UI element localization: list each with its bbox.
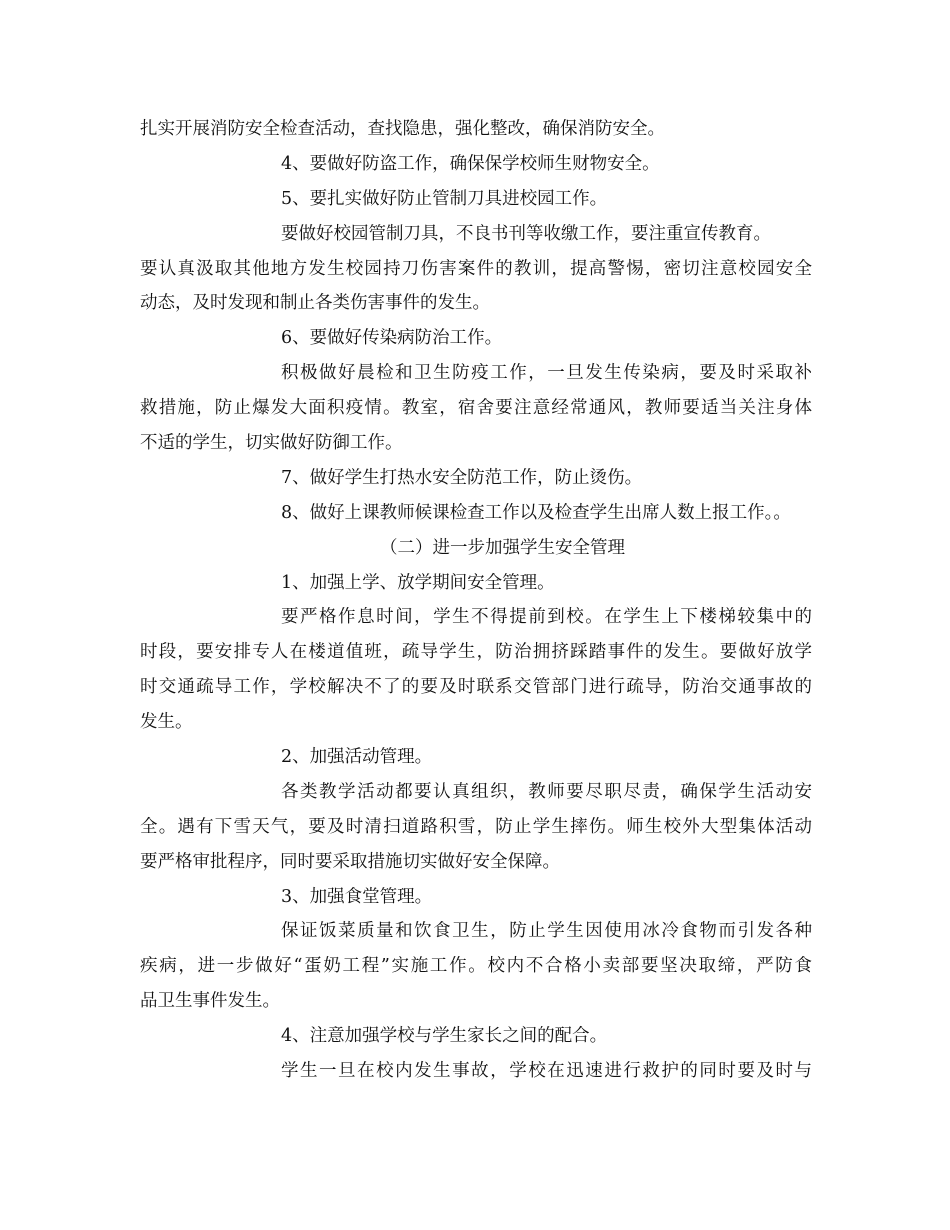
text-line: 不适的学生，切实做好防御工作。 xyxy=(140,433,403,454)
text-line: 全。遇有下雪天气，要及时清扫道路积雪，防止学生摔伤。师生校外大型集体活动 xyxy=(140,816,812,837)
text-line: 疾病，进一步做好“蛋奶工程”实施工作。校内不合格小卖部要坚决取缔，严防食 xyxy=(140,956,812,977)
paragraph-start: 要做好校园管制刀具，不良书刊等收缴工作，要注重宣传教育。 xyxy=(281,223,771,244)
list-item-8: 8、做好上课教师候课检查工作以及检查学生出席人数上报工作。。 xyxy=(281,502,791,523)
text-line: 要严格审批程序，同时要采取措施切实做好安全保障。 xyxy=(140,851,560,872)
list-item-3: 3、加强食堂管理。 xyxy=(281,886,433,907)
section-heading: （二）进一步加强学生安全管理 xyxy=(380,537,625,558)
text-line: 时段，要安排专人在楼道值班，疏导学生，防治拥挤踩踏事件的发生。要做好放学 xyxy=(140,642,812,663)
paragraph-start: 积极做好晨检和卫生防疫工作，一旦发生传染病，要及时采取补 xyxy=(281,363,812,384)
list-item-7: 7、做好学生打热水安全防范工作，防止烫伤。 xyxy=(281,467,643,488)
text-line: 救措施，防止爆发大面积疫情。教室，宿舍要注意经常通风，教师要适当关注身体 xyxy=(140,398,812,419)
list-item-2: 2、加强活动管理。 xyxy=(281,747,433,768)
list-item-5: 5、要扎实做好防止管制刀具进校园工作。 xyxy=(281,188,608,209)
list-item-4: 4、注意加强学校与学生家长之间的配合。 xyxy=(281,1026,608,1047)
text-line: 品卫生事件发生。 xyxy=(140,991,280,1012)
text-line: 要认真汲取其他地方发生校园持刀伤害案件的教训，提高警惕，密切注意校园安全 xyxy=(140,258,812,279)
paragraph-start: 保证饭菜质量和饮食卫生，防止学生因使用冰冷食物而引发各种 xyxy=(281,921,812,942)
document-body xyxy=(140,112,812,1089)
text-line: 发生。 xyxy=(140,712,193,733)
list-item-4: 4、要做好防盗工作，确保保学校师生财物安全。 xyxy=(281,153,660,174)
list-item-1: 1、加强上学、放学期间安全管理。 xyxy=(281,572,555,593)
paragraph-start: 要严格作息时间，学生不得提前到校。在学生上下楼梯较集中的 xyxy=(281,607,812,628)
paragraph-start: 各类教学活动都要认真组织，教师要尽职尽责，确保学生活动安 xyxy=(281,781,812,802)
text-line: 扎实开展消防安全检查活动，查找隐患，强化整改，确保消防安全。 xyxy=(140,119,665,139)
text-line: 时交通疏导工作，学校解决不了的要及时联系交管部门进行疏导，防治交通事故的 xyxy=(140,677,812,698)
text-line: 动态，及时发现和制止各类伤害事件的发生。 xyxy=(140,293,490,314)
paragraph-start: 学生一旦在校内发生事故，学校在迅速进行救护的同时要及时与 xyxy=(281,1061,812,1082)
list-item-6: 6、要做好传染病防治工作。 xyxy=(281,328,503,349)
